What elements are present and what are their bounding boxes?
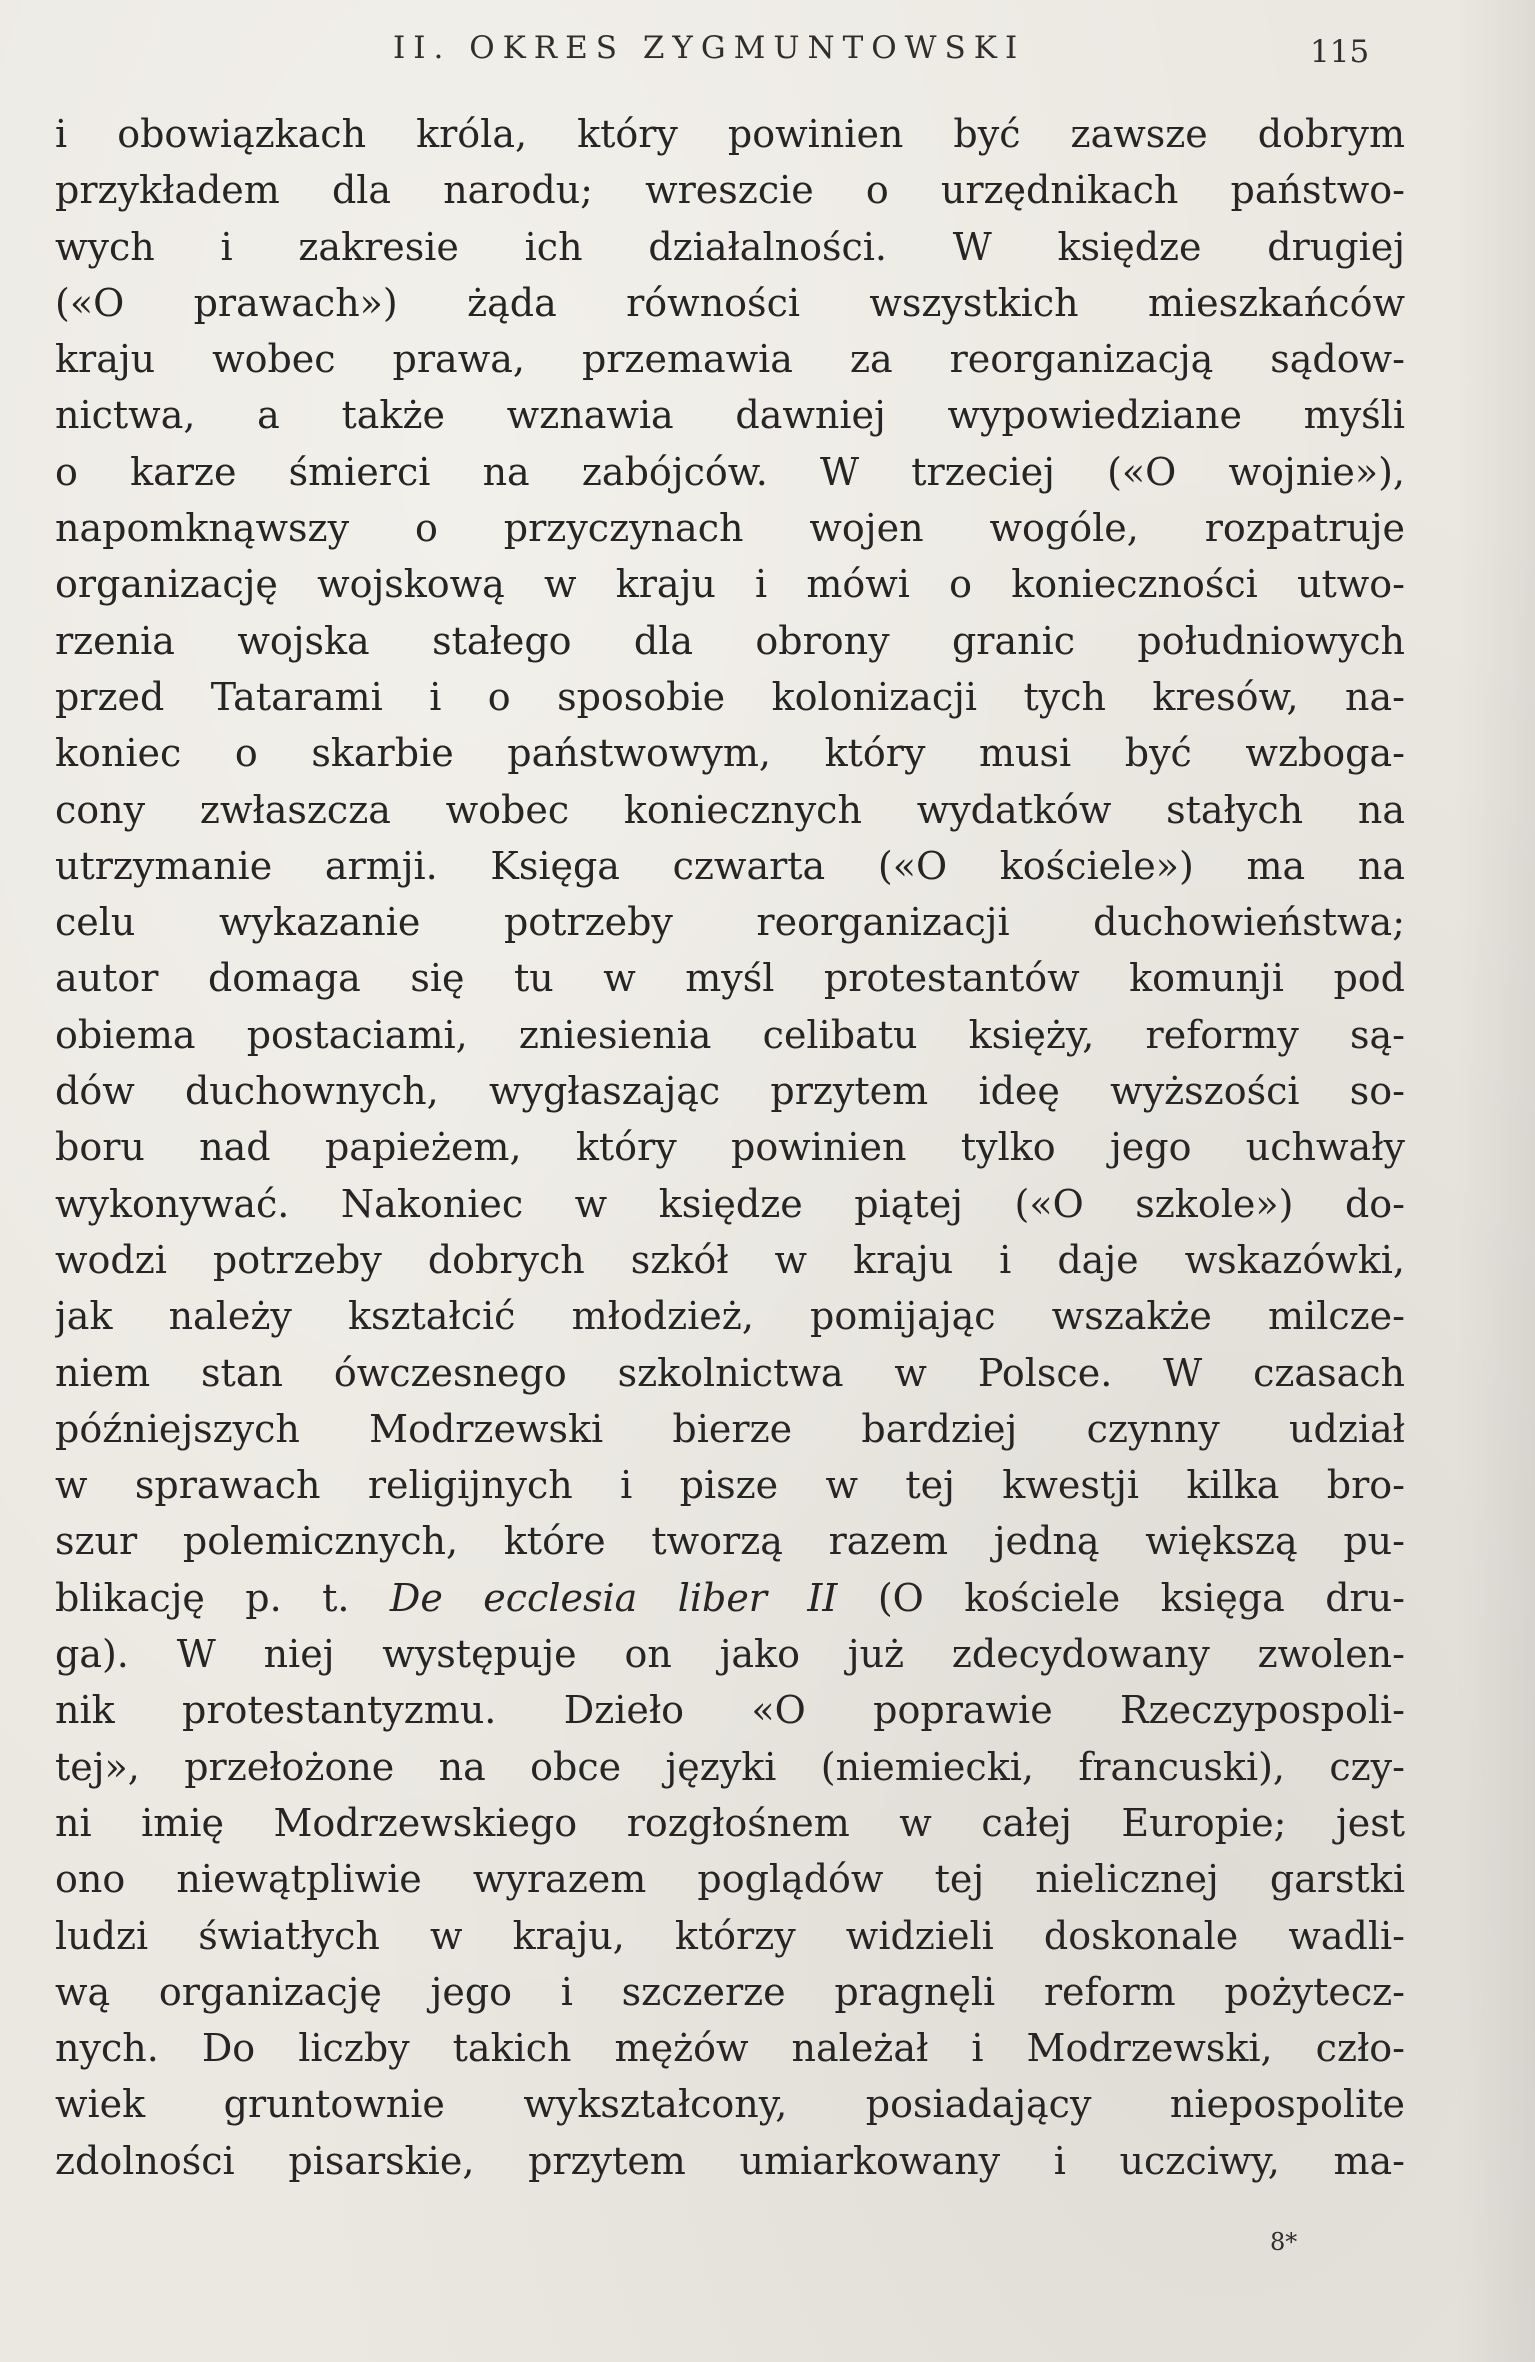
text-line-with-title bbox=[55, 1570, 1405, 1626]
text-line: nych. Do liczby takich mężów należał i Modrzewski, czło- bbox=[55, 2026, 1405, 2071]
text-line: dów duchownych, wygłaszając przytem ideę wyższości so- bbox=[55, 1069, 1405, 1114]
text-line: późniejszych Modrzewski bierze bardziej czynny udział bbox=[55, 1406, 1405, 1451]
text-line: celu wykazanie potrzeby reorganizacji duchowieństwa; bbox=[55, 900, 1405, 945]
text-line: utrzymanie armji. Księga czwarta («O kościele») ma na bbox=[55, 843, 1405, 888]
text-line: ono niewątpliwie wyrazem poglądów tej nielicznej garstki bbox=[55, 1857, 1405, 1902]
text-line: kraju wobec prawa, przemawia za reorganizacją sądow- bbox=[55, 337, 1405, 382]
text-line: szur polemicznych, które tworzą razem jedną większą pu- bbox=[55, 1519, 1405, 1564]
text-segment: (O kościele księga dru- bbox=[837, 1575, 1405, 1620]
page-number: 115 bbox=[1310, 34, 1370, 70]
printer-signature-mark: 8* bbox=[1270, 2228, 1298, 2256]
text-line: rzenia wojska stałego dla obrony granic południowych bbox=[55, 618, 1405, 663]
text-line: wykonywać. Nakoniec w księdze piątej («O szkole») do- bbox=[55, 1181, 1405, 1226]
text-line: boru nad papieżem, który powinien tylko jego uchwały bbox=[55, 1125, 1405, 1170]
text-line: niem stan ówczesnego szkolnictwa w Polsce. W czasach bbox=[55, 1350, 1405, 1395]
text-line: ludzi światłych w kraju, którzy widzieli doskonale wadli- bbox=[55, 1913, 1405, 1958]
text-line: przykładem dla narodu; wreszcie o urzędnikach państwo- bbox=[55, 168, 1405, 213]
text-line: nik protestantyzmu. Dzieło «O poprawie Rzeczypospoli- bbox=[55, 1688, 1405, 1733]
text-line: ni imię Modrzewskiego rozgłośnem w całej Europie; jest bbox=[55, 1800, 1405, 1845]
text-line: w sprawach religijnych i pisze w tej kwestji kilka bro- bbox=[55, 1463, 1405, 1508]
text-segment: blikację p. t. bbox=[55, 1575, 390, 1620]
book-title: De ecclesia liber II bbox=[389, 1575, 838, 1620]
text-line: obiema postaciami, zniesienia celibatu księży, reformy są- bbox=[55, 1012, 1405, 1057]
text-line: napomknąwszy o przyczynach wojen wogóle, rozpatruje bbox=[55, 506, 1405, 551]
text-line: jak należy kształcić młodzież, pomijając wszakże milcze- bbox=[55, 1294, 1405, 1339]
text-line: koniec o skarbie państwowym, który musi być wzboga- bbox=[55, 731, 1405, 776]
text-line: tej», przełożone na obce języki (niemiecki, francuski), czy- bbox=[55, 1744, 1405, 1789]
text-line: wych i zakresie ich działalności. W księdze drugiej bbox=[55, 224, 1405, 269]
text-line: o karze śmierci na zabójców. W trzeciej («O wojnie»), bbox=[55, 449, 1405, 494]
text-line: organizację wojskową w kraju i mówi o konieczności utwo- bbox=[55, 562, 1405, 607]
text-line: («O prawach») żąda równości wszystkich mieszkańców bbox=[55, 280, 1405, 325]
body-text bbox=[55, 106, 1405, 2189]
text-line: i obowiązkach króla, który powinien być zawsze dobrym bbox=[55, 112, 1405, 156]
text-line: wiek gruntownie wykształcony, posiadający niepospolite bbox=[55, 2082, 1405, 2127]
text-line: zdolności pisarskie, przytem umiarkowany i uczciwy, ma- bbox=[55, 2138, 1405, 2183]
page-edge-shadow bbox=[1455, 0, 1535, 2362]
running-header bbox=[0, 30, 1535, 90]
text-line: przed Tatarami i o sposobie kolonizacji tych kresów, na- bbox=[55, 674, 1405, 719]
text-line: cony zwłaszcza wobec koniecznych wydatków stałych na bbox=[55, 787, 1405, 832]
text-line: nictwa, a także wznawia dawniej wypowiedziane myśli bbox=[55, 393, 1405, 438]
text-line: wą organizację jego i szczerze pragnęli reform pożytecz- bbox=[55, 1969, 1405, 2014]
text-line: autor domaga się tu w myśl protestantów komunji pod bbox=[55, 956, 1405, 1001]
text-line: wodzi potrzeby dobrych szkół w kraju i daje wskazówki, bbox=[55, 1237, 1405, 1282]
running-title: II. OKRES ZYGMUNTOWSKI bbox=[393, 30, 1026, 66]
text-line: ga). W niej występuje on jako już zdecydowany zwolen- bbox=[55, 1632, 1405, 1677]
